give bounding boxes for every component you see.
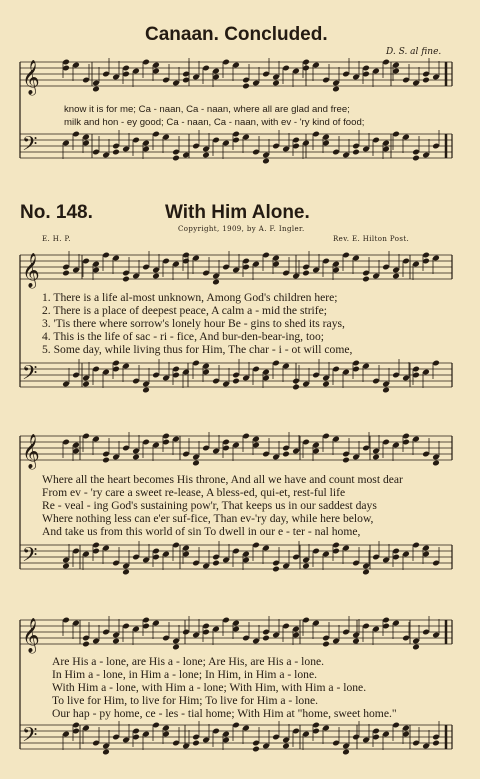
canaan-system-note-head — [172, 155, 180, 162]
hymn-system-2-note-head — [372, 454, 380, 461]
hymn-system-2-note-head — [192, 460, 200, 467]
canaan-system-treble-clef: 𝄞 — [22, 60, 40, 95]
hymn-system-2-note-head — [62, 563, 70, 570]
hymn-system-3-bass-clef: 𝄢 — [22, 723, 38, 751]
hymn-system-2-note-head — [342, 457, 350, 464]
hymn-system-3-note-head — [172, 644, 180, 651]
hymn-system-3-note-head — [352, 638, 360, 645]
canaan-system-note-head — [262, 158, 270, 165]
canaan-system-note-head — [412, 155, 420, 162]
hymn-system-2-note-head — [272, 566, 280, 573]
copyright-notice: Copyright, 1909, by A. F. Ingler. — [178, 225, 305, 233]
hymn-system-1-note-head — [292, 384, 300, 391]
canaan-system-note-head — [112, 149, 120, 156]
hymn-system-1-note-head — [302, 270, 310, 277]
canaan-system-note-head — [332, 86, 340, 93]
composer-credit: E. H. P. — [42, 235, 71, 243]
verse-line: 2. There is a place of deepest peace, A calm a - mid the strife; — [42, 304, 328, 317]
hymn-system-2-note-head — [212, 560, 220, 567]
page-title: Canaan. Concluded. — [145, 24, 328, 45]
canaan-system-note-head — [92, 86, 100, 93]
verse-line: Re - veal - ing God's sustaining pow'r, That keeps us in our saddest days — [42, 499, 377, 512]
verse-line: 1. There is a life al-most unknown, Among God's children here; — [42, 291, 338, 304]
hymn-system-1-note-head — [122, 276, 130, 283]
hymn-system-1-note-head — [62, 270, 70, 277]
hymn-system-3-note-head — [342, 749, 350, 756]
canaan-system-bass-clef: 𝄢 — [22, 132, 38, 160]
hymn-system-1-note-head — [392, 273, 400, 280]
verse-line: Where nothing less can e'er suf-fice, Than ev-'ry day, while here below, — [42, 512, 374, 525]
canaan-lyric-line-1: know it is for me; Ca - naan, Ca - naan, where all are glad and free; — [64, 104, 350, 115]
hymn-system-1-note-head — [232, 378, 240, 385]
verse-line: 5. Some day, while living thus for Him, The char - i - ot will come, — [42, 343, 353, 356]
hymn-system-3-note-head — [262, 635, 270, 642]
hymn-system-1-treble-clef: 𝄞 — [22, 253, 40, 288]
hymn-system-2-treble-clef: 𝄞 — [22, 434, 40, 469]
verse-line: Are His a - lone, are His a - lone; Are His, are His a - lone. — [52, 655, 325, 668]
hymn-system-1-bass-clef: 𝄢 — [22, 361, 38, 389]
verse-line: To live for Him, to live for Him; To live for Him a - lone. — [52, 694, 319, 707]
hymn-system-3-note-head — [252, 746, 260, 753]
canaan-system-note-head — [272, 80, 280, 87]
hymn-system-3-note-head — [102, 749, 110, 756]
hymn-number: No. 148. — [20, 202, 93, 223]
hymn-system-3-note-head — [192, 740, 200, 747]
ds-marking: D. S. al fine. — [386, 47, 442, 57]
verse-line: And take us from this world of sin To dwell in our e - ter - nal home, — [42, 525, 361, 538]
hymn-title: With Him Alone. — [165, 202, 310, 223]
hymn-system-2-note-head — [132, 454, 140, 461]
verse-line: Where all the heart becomes His throne, And all we have and count most dear — [42, 473, 403, 486]
hymn-system-3-note-head — [412, 644, 420, 651]
hymn-system-1-note-head — [152, 273, 160, 280]
hymn-system-3-treble-clef: 𝄞 — [22, 618, 40, 653]
hymn-system-1-note-head — [382, 387, 390, 394]
hymn-system-2-bass-clef: 𝄢 — [22, 543, 38, 571]
hymn-system-1-note-head — [322, 381, 330, 388]
hymn-system-1-note-head — [82, 381, 90, 388]
hymn-system-3-note-head — [282, 743, 290, 750]
hymn-system-2-note-head — [362, 569, 370, 576]
hymn-system-3-note-head — [82, 641, 90, 648]
canaan-system-note-head — [202, 152, 210, 159]
hymn-system-1-note-head — [212, 279, 220, 286]
hymn-system-1-note-head — [362, 276, 370, 283]
canaan-system-note-head — [352, 149, 360, 156]
hymn-system-2-note-head — [302, 563, 310, 570]
canaan-lyric-line-2: milk and hon - ey good; Ca - naan, Ca - naan, with ev - 'ry kind of food; — [64, 117, 365, 128]
canaan-system-note-head — [422, 77, 430, 84]
hymn-system-2-note-head — [102, 457, 110, 464]
verse-line: 3. 'Tis there where sorrow's lonely hour Be - gins to shed its rays, — [42, 317, 345, 330]
verse-line: From ev - 'ry care a sweet re-lease, A bless-ed, qui-et, rest-ful life — [42, 486, 346, 499]
hymn-system-2-note-head — [122, 569, 130, 576]
verse-line: Our hap - py home, ce - les - tial home; With Him at "home, sweet home." — [52, 707, 397, 720]
hymn-system-3-note-head — [112, 638, 120, 645]
hymn-system-3-note-head — [322, 641, 330, 648]
author-credit: Rev. E. Hilton Post. — [333, 235, 410, 243]
hymn-system-3-note-head — [432, 740, 440, 747]
verse-line: 4. This is the life of sac - ri - fice, And bur-den-bear-ing, too; — [42, 330, 324, 343]
verse-line: In Him a - lone, in Him a - lone; In Him, in Him a - lone. — [52, 668, 317, 681]
hymn-system-2-note-head — [282, 451, 290, 458]
hymn-system-2-note-head — [432, 460, 440, 467]
hymn-system-1-note-head — [142, 387, 150, 394]
verse-line: With Him a - lone, with Him a - lone; With Him, with Him a - lone. — [52, 681, 367, 694]
canaan-system-note-head — [242, 83, 250, 90]
